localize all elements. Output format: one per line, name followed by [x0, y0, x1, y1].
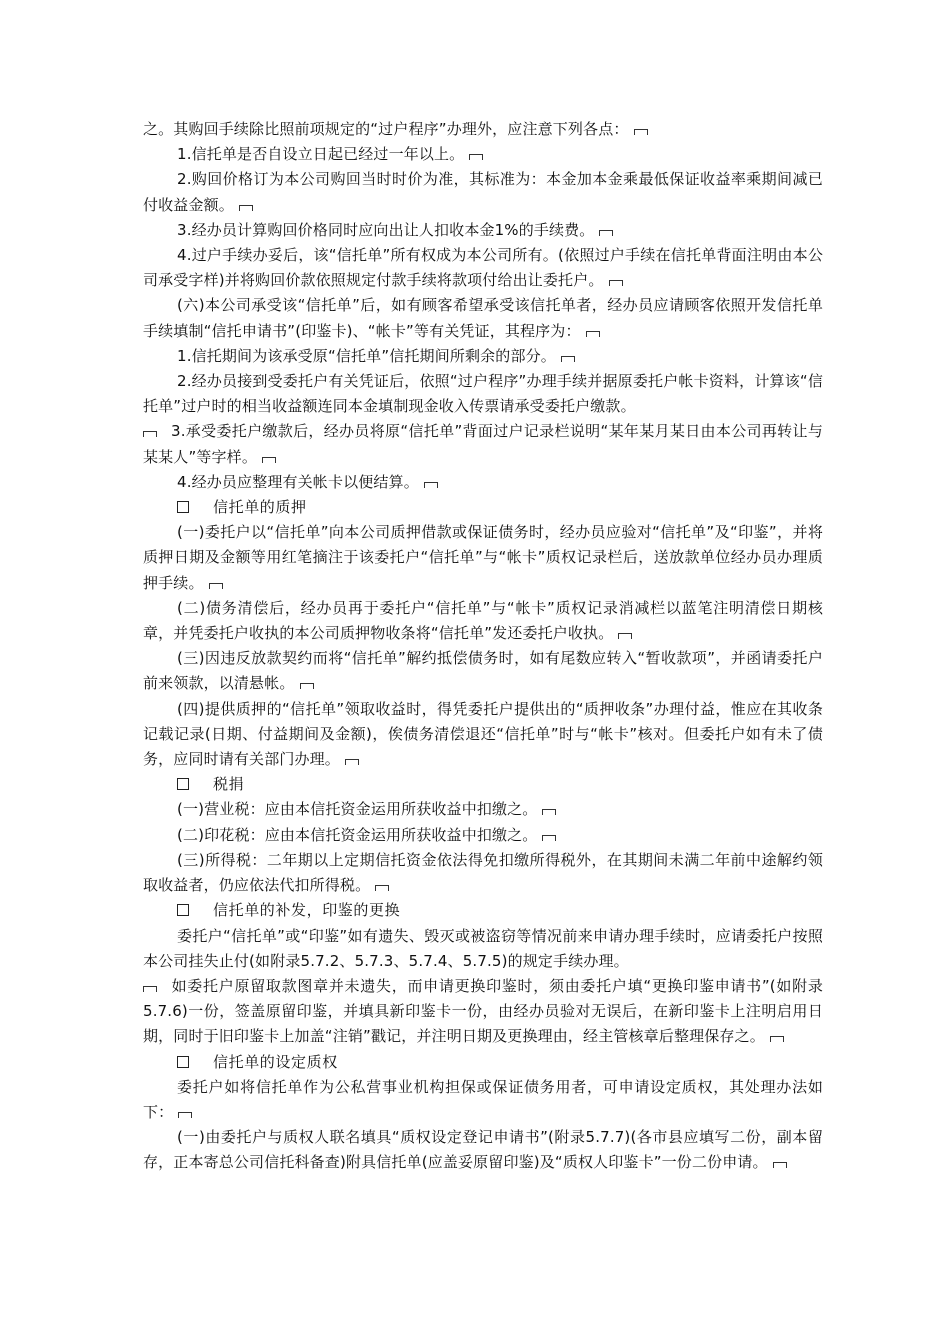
document-body: [143, 117, 823, 1176]
paragraph-mark-icon: [300, 683, 314, 689]
paragraph: 如委托户原留取款图章并未遗失，而申请更换印鉴时，须由委托户填“更换印鉴申请书”(如附录5.7.6)一份，签盖原留印鉴，并填具新印鉴卡一份，由经办员验对无误后，在新印鉴卡上注明启用日期，同时于旧印鉴卡上加盖“注销”戳记，并注明日期及更换理由，经主管核章后整理保存之。: [143, 976, 823, 1046]
paragraph-mark-icon: [542, 835, 556, 841]
paragraph: (三)所得税：二年期以上定期信托资金依法得免扣缴所得税外，在其期间未满二年前中途解约领取收益者，仍应依法代扣所得税。: [143, 850, 823, 895]
paragraph: (二)债务清偿后，经办员再于委托户“信托单”与“帐卡”质权记录消减栏以蓝笔注明清偿日期核章，并凭委托户收执的本公司质押物收条将“信托单”发还委托户收执。: [143, 598, 823, 643]
paragraph-mark-icon: [375, 885, 389, 891]
paragraph-mark-icon: [178, 1112, 192, 1118]
paragraph-mark-icon: [609, 280, 623, 286]
paragraph: (一)营业税：应由本信托资金运用所获收益中扣缴之。: [143, 797, 823, 822]
paragraph: (六)本公司承受该“信托单”后，如有顾客希望承受该信托单者，经办员应请顾客依照开发信托单手续填制“信托申请书”(印鉴卡)、“帐卡”等有关凭证，其程序为：: [143, 296, 823, 340]
paragraph: (四)提供质押的“信托单”领取收益时，得凭委托户提供出的“质押收条”办理付益，惟应在其收条记载记录(日期、付益期间及金额)，俟债务清偿退还“信托单”时与“帐卡”核对。但委托户如有未了债务，应同时请有关部门办理。: [143, 699, 823, 769]
paragraph: (三)因违反放款契约而将“信托单”解约抵偿债务时，如有尾数应转入“暂收款项”，并函请委托户前来领款，以清悬帐。: [143, 649, 823, 693]
paragraph: 委托户“信托单”或“印鉴”如有遗失、毁灭或被盗窃等情况前来申请办理手续时，应请委托户按照本公司挂失止付(如附录5.7.2、5.7.3、5.7.4、5.7.5)的规定手续办理。: [143, 926, 823, 970]
paragraph: 3.经办员计算购回价格同时应向出让人扣收本金1%的手续费。: [143, 218, 823, 243]
checkbox-bullet-icon: [177, 778, 189, 790]
paragraph: 4.过户手续办妥后，该“信托单”所有权成为本公司所有。(依照过户手续在信托单背面注明由本公司承受字样)并将购回价款依照规定付款手续将款项付给出让委托户。: [143, 246, 823, 290]
section-heading: 税捐: [143, 772, 823, 797]
paragraph-mark-icon: [773, 1162, 787, 1168]
paragraph-mark-icon: [424, 482, 438, 488]
paragraph-mark-icon: [239, 205, 253, 211]
paragraph-mark-icon: [770, 1036, 784, 1042]
paragraph-mark-icon: [345, 759, 359, 765]
paragraph: 2.经办员接到受委托户有关凭证后，依照“过户程序”办理手续并据原委托户帐卡资料，计算该“信托单”过户时的相当收益额连同本金填制现金收入传票请承受委托户缴款。: [143, 372, 823, 416]
paragraph-mark-icon: [586, 331, 600, 337]
paragraph: 3.承受委托户缴款后，经办员将原“信托单”背面过户记录栏说明“某年某月某日由本公司再转让与某某人”等字样。: [143, 422, 823, 466]
paragraph-mark-icon: [209, 583, 223, 589]
checkbox-bullet-icon: [177, 1056, 189, 1068]
paragraph-mark-icon: [599, 230, 613, 236]
paragraph: (一)由委托户与质权人联名填具“质权设定登记申请书”(附录5.7.7)(各市县应填写二份，副本留存，正本寄总公司信托科备查)附具信托单(应盖妥原留印鉴)及“质权人印鉴卡”一份二份申请。: [143, 1128, 823, 1172]
paragraph: (一)委托户以“信托单”向本公司质押借款或保证债务时，经办员应验对“信托单”及“印鉴”，并将质押日期及金额等用红笔摘注于该委托户“信托单”与“帐卡”质权记录栏后，送放款单位经办员办理质押手续。: [143, 523, 823, 592]
paragraph: 2.购回价格订为本公司购回当时时价为准，其标准为：本金加本金乘最低保证收益率乘期间减已付收益金额。: [143, 170, 823, 214]
paragraph: 之。其购回手续除比照前项规定的“过户程序”办理外，应注意下列各点：: [143, 117, 823, 142]
paragraph: (二)印花税：应由本信托资金运用所获收益中扣缴之。: [143, 823, 823, 848]
paragraph: 1.信托单是否自设立日起已经过一年以上。: [143, 142, 823, 167]
paragraph-mark-icon: [618, 633, 632, 639]
paragraph-mark-icon: [634, 129, 648, 135]
paragraph-mark-icon: [469, 154, 483, 160]
paragraph: 委托户如将信托单作为公私营事业机构担保或保证债务用者，可申请设定质权，其处理办法如下：: [143, 1077, 823, 1121]
section-heading: 信托单的质押: [143, 495, 823, 520]
section-heading: 信托单的设定质权: [143, 1050, 823, 1075]
checkbox-bullet-icon: [177, 501, 189, 513]
paragraph-mark-icon: [143, 986, 157, 992]
paragraph: 4.经办员应整理有关帐卡以便结算。: [143, 470, 823, 495]
paragraph-mark-icon: [262, 457, 276, 463]
paragraph-mark-icon: [542, 809, 556, 815]
paragraph-mark-icon: [561, 356, 575, 362]
checkbox-bullet-icon: [177, 904, 189, 916]
paragraph: 1.信托期间为该承受原“信托单”信托期间所剩余的部分。: [143, 344, 823, 369]
paragraph-mark-icon: [143, 431, 157, 437]
section-heading: 信托单的补发，印鉴的更换: [143, 898, 823, 923]
